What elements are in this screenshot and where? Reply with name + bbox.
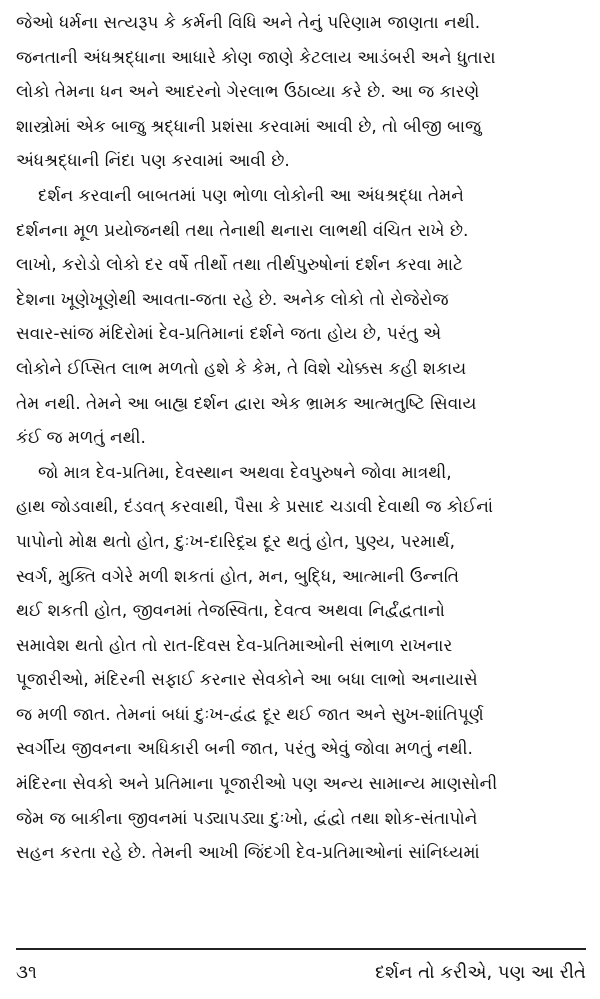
text-line: પાપોનો મોક્ષ થતો હોત, દુઃખ-દારિદ્ર્ય દૂર થતું હોત, પુણ્ય, પરમાર્થ, — [16, 531, 456, 552]
text-line: હાથ જોડવાથી, દંડવત્ કરવાથી, પૈસા કે પ્રસાદ ચડાવી દેવાથી જ કોઈનાં — [16, 497, 494, 518]
text-line: તેમ નથી. તેમને આ બાહ્ય દર્શન દ્વારા એક ભ્રામક આત્મતુષ્ટિ સિવાય — [16, 393, 477, 414]
text-line: જેઓ ધર્મના સત્યરૂપ કે કર્મની વિધિ અને તેનું પરિણામ જાણતા નથી. — [16, 13, 481, 33]
text-line: દર્શનના મૂળ પ્રયોજનથી તથા તેનાથી થનારા લાભથી વંચિત રાખે છે. — [16, 220, 469, 241]
text-line: અંધશ્રદ્ધાની નિંદા પણ કરવામાં આવી છે. — [16, 151, 290, 172]
text-line: શાસ્ત્રોમાં એક બાજુ શ્રદ્ધાની પ્રશંસા કરવામાં આવી છે, તો બીજી બાજુ — [16, 116, 482, 137]
text-line: જ મળી જાત. તેમનાં બધાં દુઃખ-દ્વંદ્વ દૂર થઈ જાત અને સુખ-શાંતિપૂર્ણ — [16, 704, 484, 725]
body-text — [16, 6, 586, 871]
text-line: થઈ શકતી હોત, જીવનમાં તેજસ્વિતા, દેવત્વ અથવા નિર્દ્વંદ્વતાનો — [16, 601, 445, 622]
text-line: મંદિરના સેવકો અને પ્રતિમાના પૂજારીઓ પણ અન્ય સામાન્ય માણસોની — [16, 774, 498, 795]
footer-divider — [16, 948, 586, 950]
text-line: લોકોને ઈપ્સિત લાભ મળતો હશે કે કેમ, તે વિશે ચોક્કસ કહી શકાય — [16, 358, 467, 379]
text-line: દર્શન કરવાની બાબતમાં પણ ભોળા લોકોની આ અંધશ્રદ્ધા તેમને — [38, 185, 464, 206]
text-line: સ્વર્ગ, મુક્તિ વગેરે મળી શકતાં હોત, મન, બુદ્ધિ, આત્માની ઉન્નતિ — [16, 566, 459, 587]
text-line: સહન કરતા રહે છે. તેમની આખી જિંદગી દેવ-પ્રતિમાઓનાં સાંનિધ્યમાં — [16, 843, 480, 864]
text-line: જો માત્ર દેવ-પ્રતિમા, દેવસ્થાન અથવા દેવપુરુષને જોવા માત્રથી, — [38, 462, 452, 483]
text-line: સમાવેશ થતો હોત તો રાત-દિવસ દેવ-પ્રતિમાઓની સંભાળ રાખનાર — [16, 635, 453, 656]
text-line: દેશના ખૂણેખૂણેથી આવતા-જતા રહે છે. અનેક લોકો તો રોજેરોજ — [16, 289, 449, 310]
page-number: ૩૧ — [16, 962, 37, 983]
text-line: લોકો તેમના ધન અને આદરનો ગેરલાભ ઉઠાવ્યા કરે છે. આ જ કારણે — [16, 82, 480, 103]
text-line: લાખો, કરોડો લોકો દર વર્ષે તીર્થો તથા તીર્થપુરુષોનાં દર્શન કરવા માટે — [16, 255, 463, 276]
text-line: જેમ જ બાકીના જીવનમાં પડ્યાપડ્યા દુઃખો, દ્વંદ્વો તથા શોક-સંતાપોને — [16, 808, 478, 829]
text-line: કંઈ જ મળતું નથી. — [16, 428, 146, 449]
text-line: જનતાની અંધશ્રદ્ધાના આધારે કોણ જાણે કેટલાય આડંબરી અને ધુતારા — [16, 47, 496, 68]
running-title: દર્શન તો કરીએ, પણ આ રીતે — [375, 962, 586, 983]
text-line: પૂજારીઓ, મંદિરની સફાઈ કરનાર સેવકોને આ બધા લાભો અનાયાસે — [16, 670, 478, 691]
page-footer — [16, 958, 586, 988]
text-line: સ્વર્ગીય જીવનના અધિકારી બની જાત, પરંતુ એવું જોવા મળતું નથી. — [16, 739, 473, 760]
text-line: સવાર-સાંજ મંદિરોમાં દેવ-પ્રતિમાનાં દર્શને જતા હોય છે, પરંતુ એ — [16, 324, 442, 345]
